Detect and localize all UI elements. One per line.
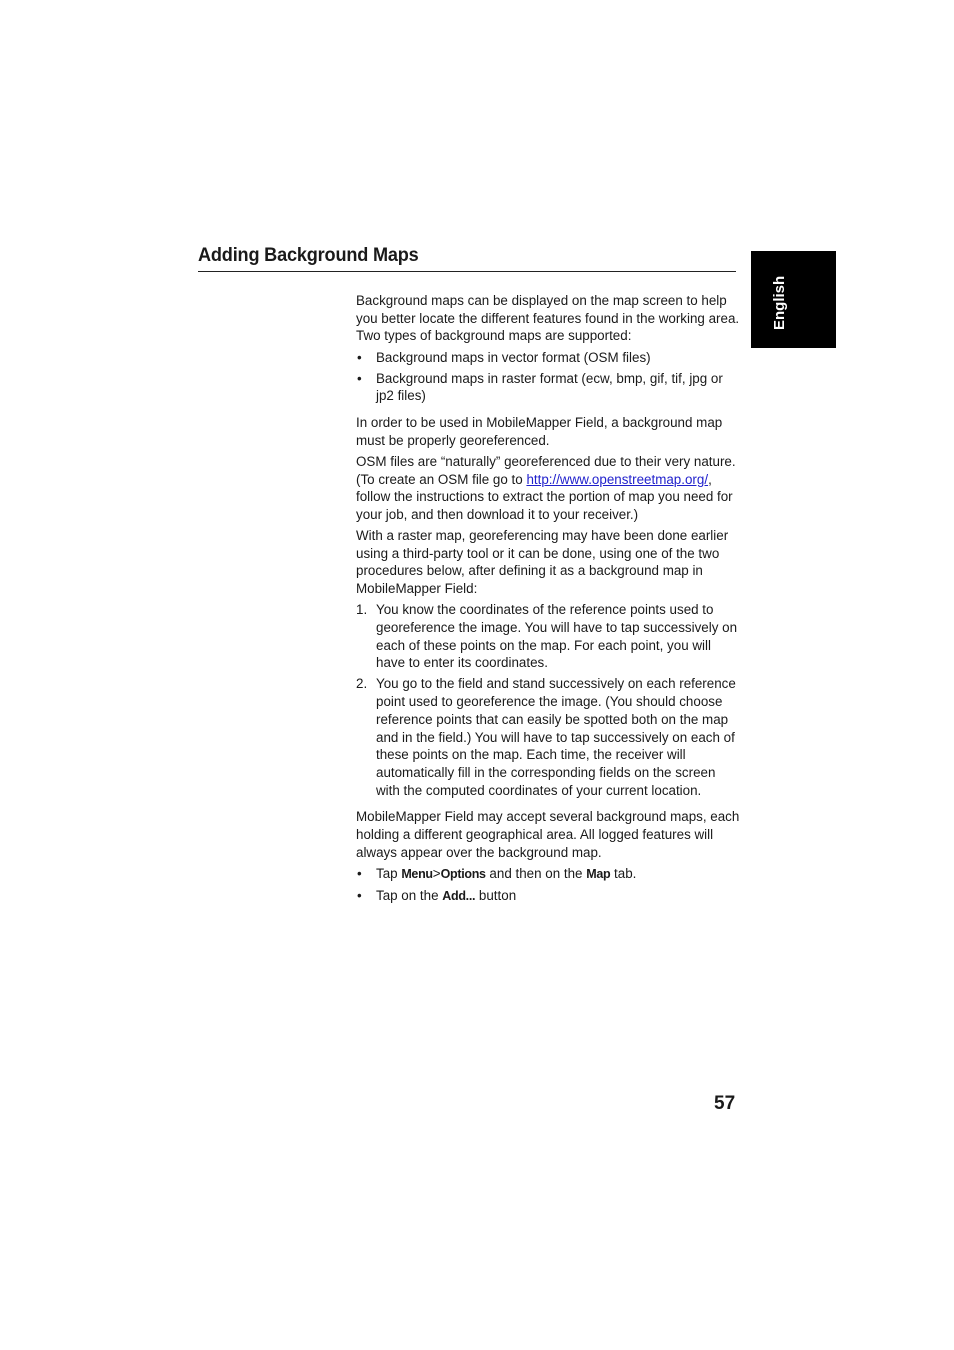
multiple-maps-paragraph: MobileMapper Field may accept several background maps, each holding a different geographical area. All logged features will always appear over the background map.: [356, 809, 740, 860]
list-item: [356, 865, 740, 884]
osm-text-after: , follow the instructions to extract the portion of map you need for your job, and then download it to your receiver.): [356, 471, 733, 522]
menu-label: Menu: [401, 866, 433, 881]
step-text: Tap: [376, 865, 402, 881]
step-text: and then on the: [485, 865, 587, 881]
step-text: tab.: [610, 865, 637, 881]
list-item: [356, 887, 740, 906]
add-button-label: Add...: [442, 888, 476, 903]
step-text: button: [475, 887, 517, 903]
language-tab-label: English: [771, 275, 788, 330]
list-item: • Background maps in raster format (ecw, bmp, gif, tif, jpg or jp2 files): [356, 370, 740, 405]
osm-paragraph: [356, 453, 740, 524]
title-rule: [198, 271, 736, 272]
openstreetmap-link[interactable]: http://www.openstreetmap.org/: [526, 471, 709, 487]
body-text: [356, 292, 740, 909]
map-types-list: [356, 349, 740, 406]
procedure-list: [356, 601, 740, 799]
list-item: [356, 675, 740, 799]
section-title: Adding Background Maps: [198, 244, 419, 266]
list-item-text: You go to the field and stand successively on each reference point used to georeference the image. (You should choose reference points that can easily be spotted both on the map and in the field.) You will have to tap successively on each of these points on the map. Each time, the receiver will automatically fill in the corresponding fields on the screen with the computed coordinates of your current location.: [376, 676, 736, 798]
list-number: 1.: [356, 602, 368, 618]
list-item-text: You know the coordinates of the reference points used to georeference the image. You will have to tap successively on each of these points on the map. For each point, you will have to enter its coordinates.: [376, 602, 738, 671]
raster-paragraph: With a raster map, georeferencing may have been done earlier using a third-party tool or it can be done, using one of the two procedures below, after defining it as a background map in MobileMapper Field:: [356, 528, 729, 597]
list-item: [356, 601, 740, 672]
map-tab-label: Map: [586, 866, 611, 881]
georeference-paragraph: In order to be used in MobileMapper Field, a background map must be properly georeferenced.: [356, 415, 723, 448]
options-label: Options: [440, 866, 486, 881]
page-number: 57: [714, 1093, 736, 1114]
list-item: • Background maps in vector format (OSM files): [356, 349, 740, 367]
list-number: 2.: [356, 676, 368, 692]
language-tab: [751, 251, 836, 348]
menu-separator: >: [432, 865, 441, 881]
steps-list: [356, 865, 740, 906]
osm-text-before: OSM files are “naturally” georeferenced due to their very nature. (To create an OSM file go to: [356, 453, 736, 487]
intro-paragraph: Background maps can be displayed on the map screen to help you better locate the different features found in the working area. Two types of background maps are supported:: [356, 293, 740, 344]
step-text: Tap on the: [376, 887, 443, 903]
